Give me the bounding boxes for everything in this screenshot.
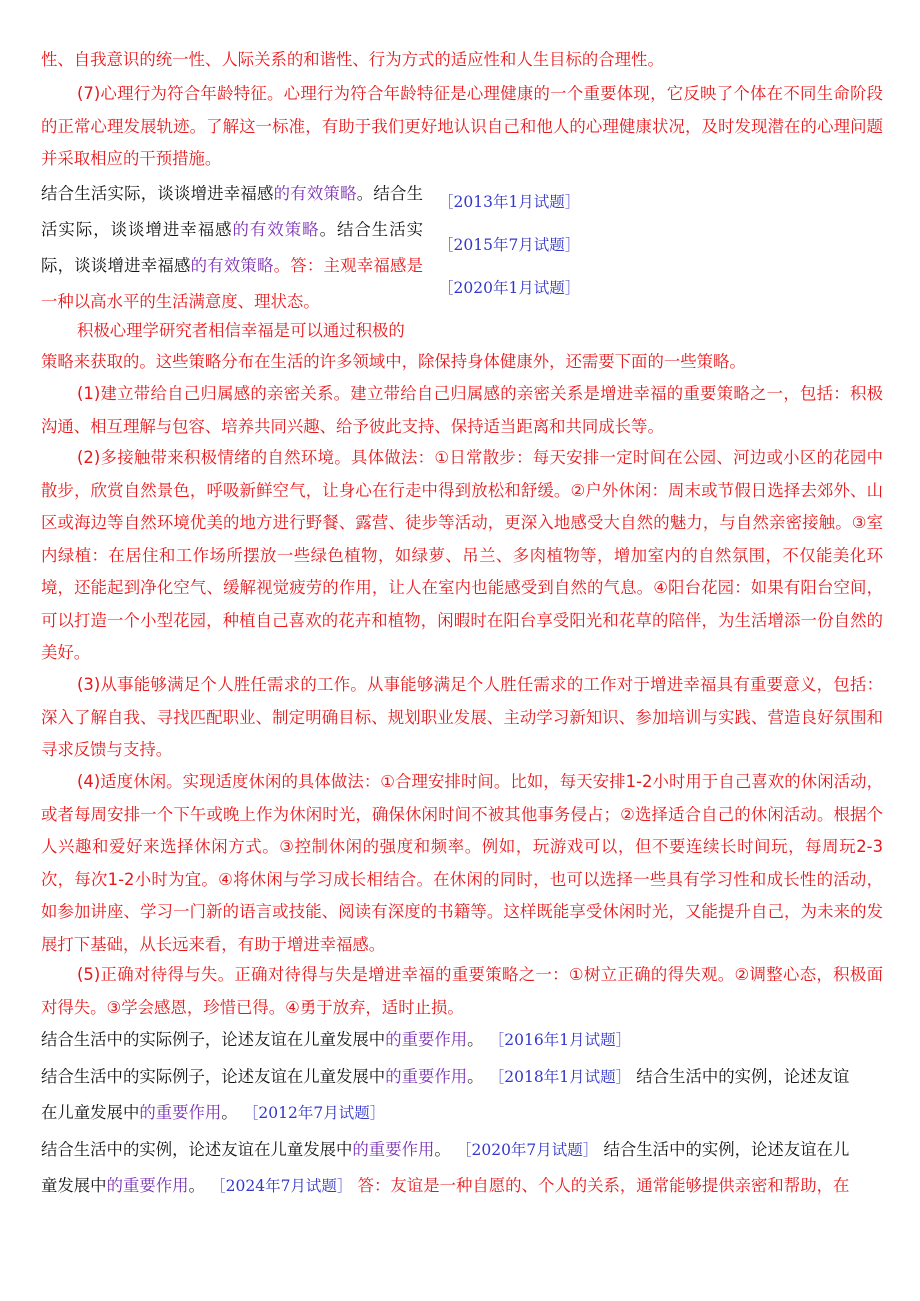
exam-reference-2024-7: ［2024年7月试题］ xyxy=(210,1177,353,1195)
exam-reference-2012-7: ［2012年7月试题］ xyxy=(242,1104,386,1122)
question-text: 结合生活实际，谈谈增进幸福感 xyxy=(41,184,274,203)
exam-reference-2020-1: ［2020年1月试题］ xyxy=(438,279,581,297)
exam-reference-2013-1: ［2013年1月试题］ xyxy=(438,193,581,211)
question-text: 在儿童发展中 xyxy=(41,1103,140,1122)
question-text: 童发展中 xyxy=(41,1176,107,1195)
question-friendship-line-1 xyxy=(41,1022,891,1058)
paragraph-intro-b: 策略来获取的。这些策略分布在生活的许多领域中，除保持身体健康外，还需要下面的一些策略。 xyxy=(41,352,746,371)
question-happiness-strategies xyxy=(41,176,423,320)
question-text: 结合生活中的实际例子，论述友谊在儿童发展中 xyxy=(41,1030,386,1049)
question-text: 。 xyxy=(467,1030,484,1049)
question-friendship-line-4 xyxy=(41,1132,891,1168)
question-friendship-line-2 xyxy=(41,1059,891,1095)
question-keyword: 的有效策略 xyxy=(273,184,357,203)
question-text: 。 xyxy=(221,1103,238,1122)
exam-reference-2020-7: ［2020年7月试题］ xyxy=(455,1141,599,1159)
question-text: 结合生活中的实际例子，论述友谊在儿童发展中 xyxy=(41,1067,386,1086)
question-friendship-line-5 xyxy=(41,1168,891,1204)
strategy-3: (3)从事能够满足个人胜任需求的工作。从事能够满足个人胜任需求的工作对于增进幸福具有重要意义，包括：深入了解自我、寻找匹配职业、制定明确目标、规划职业发展、主动学习新知识、参加培训与实践、营造良好氛围和寻求反馈与支持。 xyxy=(41,675,883,759)
exam-reference-2016-1: ［2016年1月试题］ xyxy=(488,1031,632,1049)
strategy-5: (5)正确对待得与失。正确对待得与失是增进幸福的重要策略之一：①树立正确的得失观。②调整心态，积极面对得失。③学会感恩，珍惜已得。④勇于放弃，适时止损。 xyxy=(41,965,883,1017)
question-keyword: 的有效策略 xyxy=(232,220,320,239)
question-keyword: 的重要作用 xyxy=(352,1140,435,1159)
exam-reference-2018-1: ［2018年1月试题］ xyxy=(488,1068,632,1086)
paragraph-intro-a: 积极心理学研究者相信幸福是可以通过积极的 xyxy=(77,321,405,340)
strategy-1: (1)建立带给自己归属感的亲密关系。建立带给自己归属感的亲密关系是增进幸福的重要策略之一，包括：积极沟通、相互理解与包容、培养共同兴趣、给予彼此支持、保持适当距离和共同成长等。 xyxy=(41,384,883,436)
exam-references xyxy=(438,181,580,310)
answer-text: 答：友谊是一种自愿的、个人的关系，通常能够提供亲密和帮助，在 xyxy=(357,1176,850,1195)
paragraph-criteria-end: 性、自我意识的统一性、人际关系的和谐性、行为方式的适应性和人生目标的合理性。 xyxy=(41,50,664,69)
exam-reference-2015-7: ［2015年7月试题］ xyxy=(438,236,581,254)
strategy-2: (2)多接触带来积极情绪的自然环境。具体做法：①日常散步：每天安排一定时间在公园、河边或小区的花园中散步，欣赏自然景色，呼吸新鲜空气，让身心在行走中得到放松和舒缓。②户外休闲：周末或节假日选择去郊外、山区或海边等自然环境优美的地方进行野餐、露营、徒步等活动，更深入地感受大自然的魅力，与自然亲密接触。③室内绿植：在居住和工作场所摆放一些绿色植物，如绿萝、吊兰、多肉植物等，增加室内的自然氛围，不仅能美化环境，还能起到净化空气、缓解视觉疲劳的作用，让人在室内也能感受到自然的气息。④阳台花园：如果有阳台空间，可以打造一个小型花园，种植自己喜欢的花卉和植物，闲暇时在阳台享受阳光和花草的陪伴，为生活增添一份自然的美好。 xyxy=(41,448,883,662)
question-keyword: 的重要作用 xyxy=(385,1030,468,1049)
answer-text: 。答：主观幸福感是一种以高水平的生活满意度、理状态。 xyxy=(41,256,424,311)
paragraph-criterion-7: (7)心理行为符合年龄特征。心理行为符合年龄特征是心理健康的一个重要体现，它反映了个体在不同生命阶段的正常心理发展轨迹。了解这一标准，有助于我们更好地认识自己和他人的心理健康状况，及时发现潜在的心理问题并采取相应的干预措施。 xyxy=(41,84,883,168)
question-text: 。结合生活实际，谈谈增进幸福感 xyxy=(41,184,424,239)
question-text: 结合生活中的实例，论述友谊在儿童发展中 xyxy=(41,1140,353,1159)
question-keyword: 的重要作用 xyxy=(385,1067,468,1086)
strategy-4: (4)适度休闲。实现适度休闲的具体做法：①合理安排时间。比如，每天安排1-2小时用于自己喜欢的休闲活动，或者每周安排一个下午或晚上作为休闲时光，确保休闲时间不被其他事务侵占；②选择适合自己的休闲活动。根据个人兴趣和爱好来选择休闲方式。③控制休闲的强度和频率。例如，玩游戏可以，但不要连续长时间玩，每周玩2-3次，每次1-2小时为宜。④将休闲与学习成长相结合。在休闲的同时，也可以选择一些具有学习性和成长性的活动，如参加讲座、学习一门新的语言或技能、阅读有深度的书籍等。这样既能享受休闲时光，又能提升自己，为未来的发展打下基础，从长远来看，有助于增进幸福感。 xyxy=(41,772,883,954)
question-text: 结合生活中的实例，论述友谊在儿 xyxy=(603,1140,850,1159)
question-keyword: 的重要作用 xyxy=(139,1103,222,1122)
question-text: 。 xyxy=(467,1067,484,1086)
question-text: 结合生活中的实例，论述友谊 xyxy=(636,1067,850,1086)
question-keyword: 的有效策略 xyxy=(190,256,274,275)
question-friendship-line-3 xyxy=(41,1095,891,1131)
question-text: 。 xyxy=(434,1140,451,1159)
question-text: 。结合生活实际，谈谈增进幸福感 xyxy=(41,220,424,275)
question-keyword: 的重要作用 xyxy=(106,1176,189,1195)
question-text: 。 xyxy=(188,1176,205,1195)
